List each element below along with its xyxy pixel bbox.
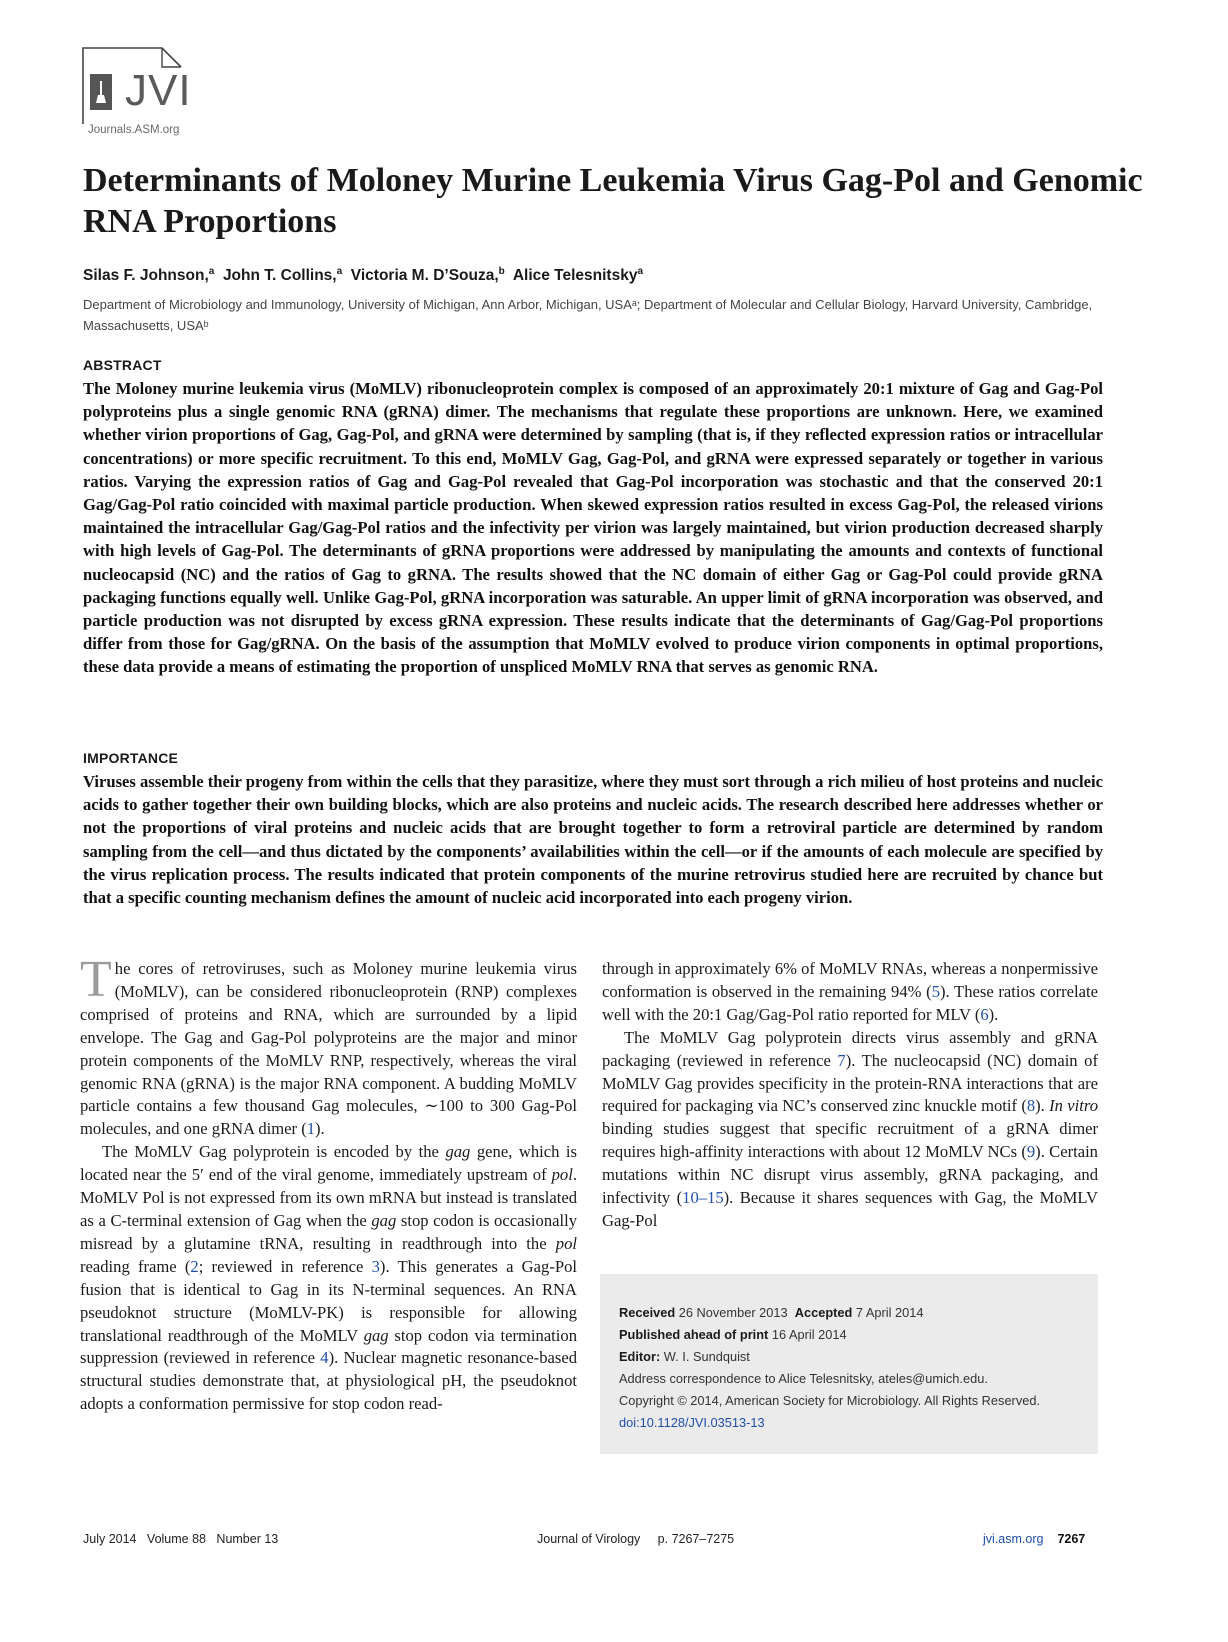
body-column-right xyxy=(602,958,1098,1233)
journal-logo xyxy=(82,47,192,136)
author-name: John T. Collins, xyxy=(222,267,337,285)
body-text: ). Because it shares sequences with Gag, the MoMLV Gag-Pol xyxy=(602,1188,1099,1230)
body-text: binding studies suggest that specific recruitment of a gRNA dimer requires high-affinity interactions with about 12 MoMLV NCs ( xyxy=(602,1119,1098,1162)
body-text: ). These ratios correlate well with the 20:1 Gag/Gag-Pol ratio reported for MLV ( xyxy=(602,981,1098,1024)
reference-link[interactable]: 3 xyxy=(371,1256,380,1276)
body-text: ). xyxy=(1035,1096,1050,1116)
published-label: Published ahead of print xyxy=(619,1327,769,1342)
journal-abbr: JVI xyxy=(125,66,192,115)
journal-site: Journals.ASM.org xyxy=(88,124,180,136)
abstract-text: The Moloney murine leukemia virus (MoMLV) ribonucleoprotein complex is composed of an approximately 20:1 mixture of Gag and Gag-Pol polyproteins plus a single genomic RNA (gRNA) dimer. The mechanisms that regulate these proportions are unknown. Here, we examined whether virion proportions of Gag, Gag-Pol, and gRNA were determined by sampling (that is, if they reflected expression ratios or intracellular concentrations) or more specific recruitment. To this end, MoMLV Gag, Gag-Pol, and gRNA were expressed separately or together in various ratios. Varying the expression ratios of Gag and Gag-Pol revealed that Gag-Pol incorporation was stochastic and that the conserved 20:1 Gag/Gag-Pol ratio coincided with maximal particle production. When skewed expression ratios resulted in excess Gag-Pol, the released virions maintained the intracellular Gag/Gag-Pol ratios and the infectivity per virion was largely maintained, but virion production decreased sharply with high levels of Gag-Pol. The determinants of gRNA proportions were addressed by manipulating the amounts and contexts of functional nucleocapsid (NC) and the ratios of Gag to gRNA. The results showed that the NC domain of either Gag or Gag-Pol could provide gRNA packaging functions equally well. Unlike Gag-Pol, gRNA incorporation was saturable. An upper limit of gRNA incorporation was observed, and particle production was not disrupted by excess gRNA expression. These results indicate that the determinants of Gag/Gag-Pol proportions differ from those for Gag/gRNA. On the basis of the assumption that MoMLV evolved to produce virion components in optimal proportions, these data provide a means of estimating the proportion of unspliced MoMLV RNA that serves as genomic RNA. xyxy=(83,379,1103,677)
reference-link[interactable]: 6 xyxy=(980,1004,989,1024)
body-text: ; reviewed in reference xyxy=(198,1256,372,1276)
importance-heading: IMPORTANCE xyxy=(83,750,179,766)
editor-line xyxy=(619,1346,1040,1368)
article-info-box xyxy=(600,1274,1098,1454)
footer-issue: July 2014 Volume 88 Number 13 xyxy=(83,1532,279,1546)
reference-link[interactable]: 4 xyxy=(320,1348,329,1368)
body-paragraph xyxy=(602,1027,1098,1233)
reference-link[interactable]: 10–15 xyxy=(682,1188,724,1208)
body-text: ). xyxy=(988,1004,999,1024)
author-aff: a xyxy=(336,266,343,277)
body-text: ). The nucleocapsid (NC) domain of MoMLV Gag provides specificity in the protein-RNA interactions that are required for packaging via NC’s conserved zinc knuckle motif ( xyxy=(602,1050,1098,1116)
author-aff: a xyxy=(208,266,215,277)
reference-link[interactable]: 2 xyxy=(190,1256,199,1276)
body-paragraph xyxy=(80,951,577,1141)
footer-journal: Journal of Virology p. 7267–7275 xyxy=(537,1532,735,1546)
doi-link[interactable]: doi:10.1128/JVI.03513-13 xyxy=(619,1415,765,1430)
reference-link[interactable]: 5 xyxy=(931,981,940,1001)
italic-term: gag xyxy=(371,1210,397,1230)
reference-link[interactable]: 7 xyxy=(837,1050,846,1070)
italic-term: pol xyxy=(555,1233,577,1253)
received-date: 26 November 2013 xyxy=(678,1305,788,1320)
body-paragraph xyxy=(602,958,1098,1027)
body-text: ). Nuclear magnetic resonance-based structural studies demonstrate that, at physiological pH, the pseudoknot adopts a conformation permissive for stop codon read- xyxy=(80,1348,577,1414)
author-name: Alice Telesnitsky xyxy=(512,267,638,285)
affiliation: Department of Microbiology and Immunology, University of Michigan, Ann Arbor, Michigan, USAᵃ; Department of Molecular and Cellular Biology, Harvard University, Cambridge, Massachusetts, USAᵇ xyxy=(83,297,1093,333)
copyright: Copyright © 2014, American Society for Microbiology. All Rights Reserved. xyxy=(619,1393,1041,1408)
published-line xyxy=(619,1324,1040,1346)
body-text: . MoMLV Pol is not expressed from its own mRNA but instead is translated as a C-terminal extension of Gag when the xyxy=(80,1165,577,1230)
author-aff: a xyxy=(637,266,644,277)
body-text: stop codon is occasionally misread by a glutamine tRNA, resulting in readthrough into the xyxy=(80,1210,577,1253)
editor-name: W. I. Sundquist xyxy=(663,1349,750,1364)
italic-term: pol xyxy=(551,1165,573,1185)
body-column-left xyxy=(80,951,578,1416)
body-text: The MoMLV Gag polyprotein is encoded by the xyxy=(102,1142,446,1162)
dates-line xyxy=(619,1302,1040,1324)
accepted-date: 7 April 2014 xyxy=(855,1305,924,1320)
author-name: Victoria M. D’Souza, xyxy=(350,267,499,285)
italic-term: gag xyxy=(363,1325,389,1345)
reference-link[interactable]: 9 xyxy=(1026,1142,1036,1162)
article-title: Determinants of Moloney Murine Leukemia Virus Gag-Pol and Genomic RNA Proportions xyxy=(83,162,1143,240)
page-number: 7267 xyxy=(1057,1532,1086,1546)
drop-cap: T xyxy=(80,951,112,1008)
reference-link[interactable]: 8 xyxy=(1026,1096,1036,1116)
body-text: reading frame ( xyxy=(80,1256,191,1276)
body-text: stop codon via termination suppression (reviewed in reference xyxy=(80,1325,577,1368)
body-text: he cores of retroviruses, such as Moloney murine leukemia virus (MoMLV), can be considered ribonucleoprotein (RNP) complexes comprised of proteins and RNA, which are surrounded by a lipid envelope. The Gag and Gag-Pol polyproteins are the major and minor protein components of the MoMLV RNP, respectively, whereas the viral genomic RNA (gRNA) is the major RNA component. A budding MoMLV particle contains a few thousand Gag molecules, ∼100 to 300 Gag-Pol molecules, and one gRNA dimer ( xyxy=(80,959,577,1139)
editor-label: Editor: xyxy=(619,1349,661,1364)
author-name: Silas F. Johnson, xyxy=(83,267,209,285)
body-text: The MoMLV Gag polyprotein directs virus assembly and gRNA packaging (reviewed in reference xyxy=(602,1027,1098,1070)
italic-term: gag xyxy=(445,1142,471,1162)
body-text: through in approximately 6% of MoMLV RNAs, whereas a nonpermissive conformation is observed in the remaining 94% ( xyxy=(602,959,1098,1001)
author-aff: b xyxy=(498,266,505,277)
published-date: 16 April 2014 xyxy=(771,1327,847,1342)
abstract-heading: ABSTRACT xyxy=(83,357,162,373)
footer-right xyxy=(983,1532,1085,1546)
body-text: ). Certain mutations within NC disrupt virus assembly, gRNA packaging, and infectivity ( xyxy=(602,1142,1098,1208)
correspondence: Address correspondence to Alice Telesnitsky, ateles@umich.edu. xyxy=(619,1371,988,1386)
author-list xyxy=(83,266,643,285)
footer-site-link[interactable]: jvi.asm.org xyxy=(983,1532,1044,1546)
body-text: ). xyxy=(315,1119,325,1139)
body-paragraph xyxy=(80,1141,577,1416)
importance-text: Viruses assemble their progeny from within the cells that they parasitize, where they must sort through a rich milieu of host proteins and nucleic acids to gather together their own building blocks, which are also proteins and nucleic acids. The research described here addresses whether or not the proportions of viral proteins and nucleic acids that are brought together to form a retroviral particle are determined by random sampling from the cell—and thus dictated by the components’ availabilities within the cell—or if the amounts of each molecule are specified by the virus replication process. The results indicated that protein components of the murine retrovirus studied here are recruited by chance but that a specific counting mechanism defines the amount of nucleic acid incorporated into each progeny virion. xyxy=(83,772,1103,908)
body-text: ). This generates a Gag-Pol fusion that is identical to Gag in its N-terminal sequences. An RNA pseudoknot structure (MoMLV-PK) is responsible for allowing translational readthrough of the MoMLV xyxy=(80,1256,577,1345)
reference-link[interactable]: 1 xyxy=(306,1119,316,1139)
body-text: gene, which is located near the 5′ end of the viral genome, immediately upstream of xyxy=(80,1142,578,1185)
accepted-label: Accepted xyxy=(794,1305,853,1320)
italic-term: In vitro xyxy=(1049,1096,1098,1116)
received-label: Received xyxy=(619,1305,676,1320)
